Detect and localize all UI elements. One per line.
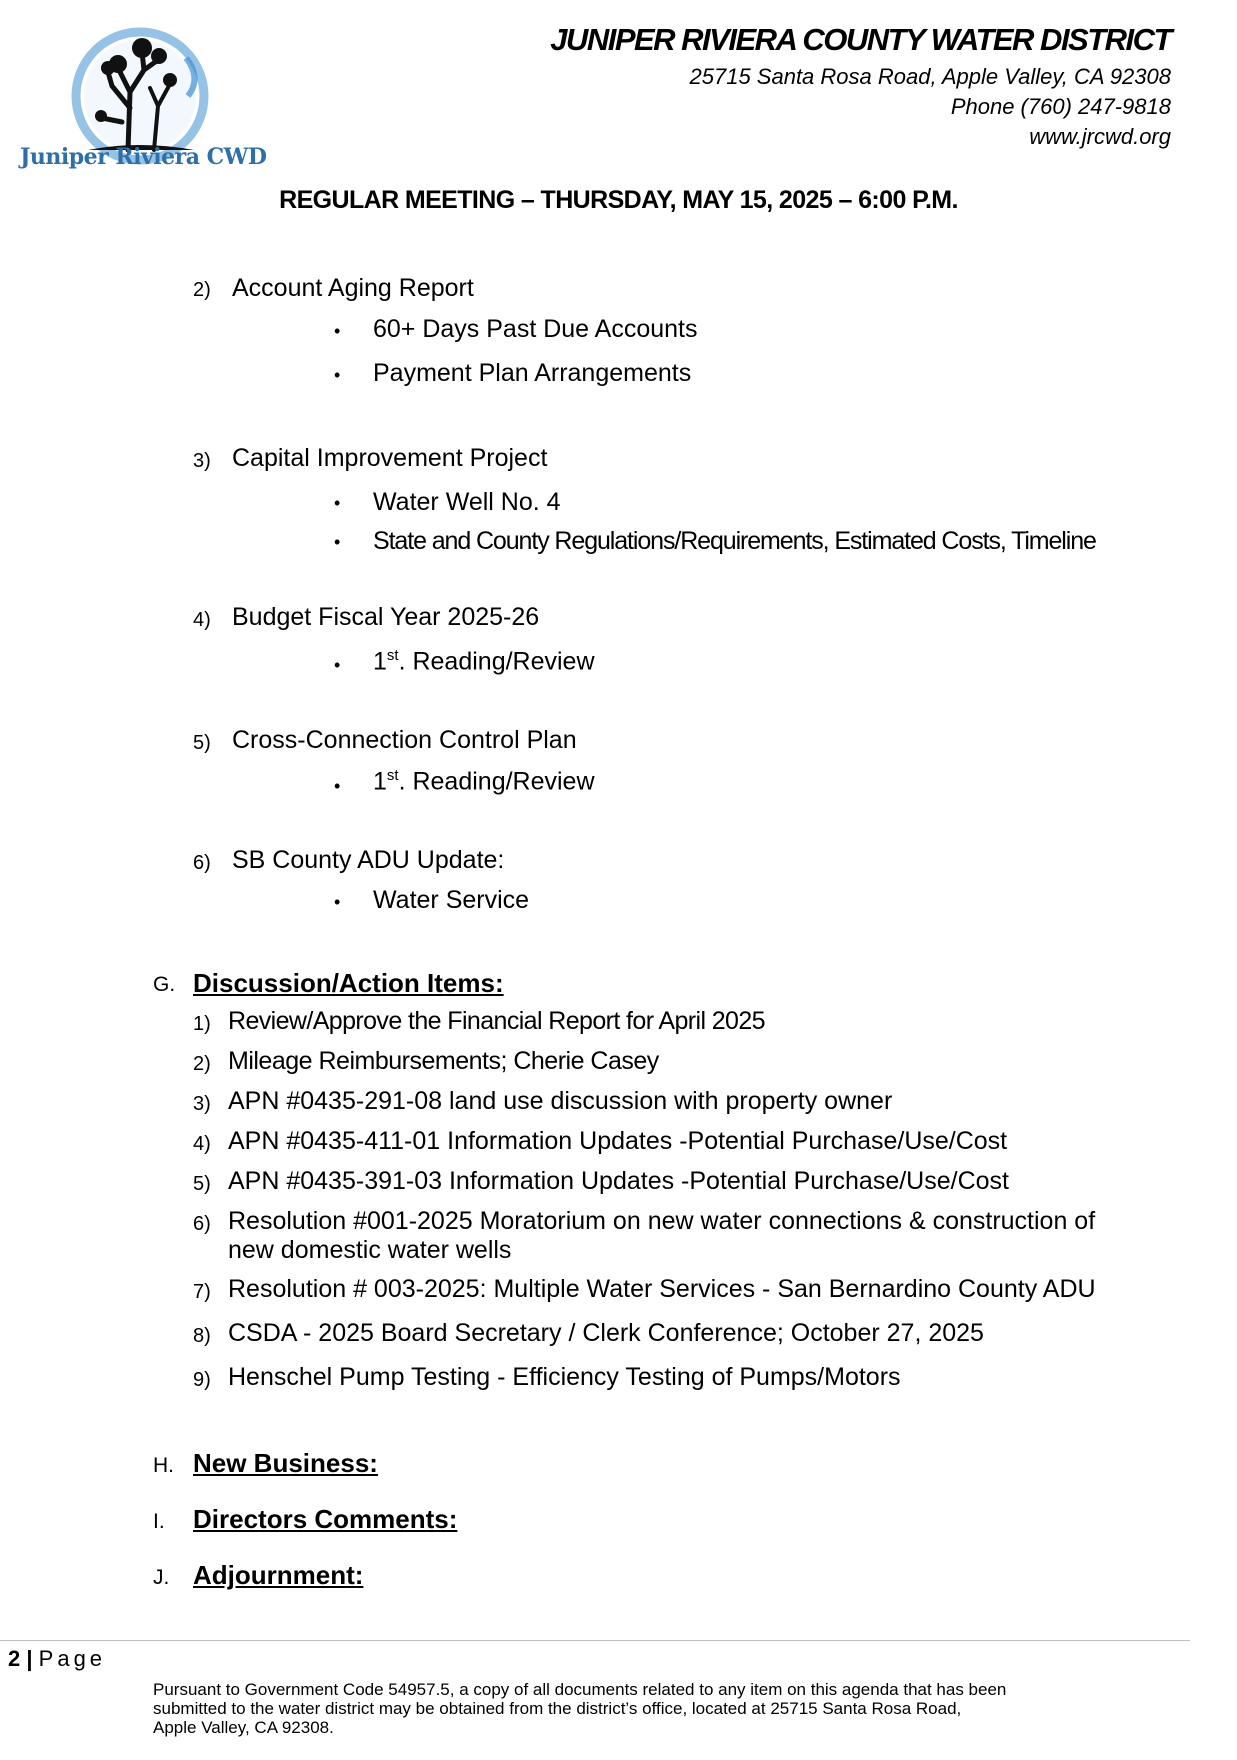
item-number: 8) <box>193 1325 211 1347</box>
discussion-item: APN #0435-291-08 land use discussion with property owner <box>228 1087 893 1115</box>
item-number: 3) <box>193 1093 211 1115</box>
district-name: JUNIPER RIVIERA COUNTY WATER DISTRICT <box>550 22 1171 57</box>
district-logo <box>18 22 280 174</box>
bullet: • <box>334 493 341 513</box>
bullet: • <box>334 532 341 552</box>
item-title: Cross-Connection Control Plan <box>232 726 577 754</box>
footer-disclaimer: Pursuant to Government Code 54957.5, a copy of all documents related to any item on this agenda that has been submitted to the water district may be obtained from the district’s office, located at 25715 Santa Rosa Road, Apple Valley, CA 92308. <box>153 1680 1007 1737</box>
sub-item: State and County Regulations/Requirements, Estimated Costs, Timeline <box>373 527 1096 555</box>
item-number: 2) <box>193 1053 211 1075</box>
item-number: 7) <box>193 1281 211 1303</box>
discussion-item: Resolution #001-2025 Moratorium on new water connections & construction of <box>228 1207 1096 1235</box>
item-number: 4) <box>193 609 211 631</box>
bullet: • <box>334 892 341 912</box>
discussion-item: APN #0435-391-03 Information Updates -Potential Purchase/Use/Cost <box>228 1167 1009 1195</box>
section-title: Discussion/Action Items: <box>193 968 504 998</box>
item-number: 6) <box>193 852 211 874</box>
item-title: Account Aging Report <box>232 274 474 302</box>
bullet: • <box>334 365 341 385</box>
section-adjournment: Adjournment: <box>193 1560 364 1590</box>
section-letter: I. <box>153 1510 165 1533</box>
page-number: 2 | Page <box>8 1646 107 1671</box>
section-letter: G. <box>153 973 176 996</box>
discussion-item: CSDA - 2025 Board Secretary / Clerk Conference; October 27, 2025 <box>228 1319 984 1347</box>
section-directors-comments: Directors Comments: <box>193 1504 458 1534</box>
discussion-item: Review/Approve the Financial Report for April 2025 <box>228 1007 765 1035</box>
discussion-item: Henschel Pump Testing - Efficiency Testing of Pumps/Motors <box>228 1363 901 1391</box>
bullet: • <box>334 776 341 796</box>
item-number: 5) <box>193 1173 211 1195</box>
bullet: • <box>334 321 341 341</box>
sub-item: Water Well No. 4 <box>373 488 561 516</box>
bullet: • <box>334 655 341 675</box>
item-number: 5) <box>193 732 211 754</box>
district-website[interactable]: www.jrcwd.org <box>1029 124 1171 149</box>
sub-item: 60+ Days Past Due Accounts <box>373 315 698 343</box>
discussion-item: Resolution # 003-2025: Multiple Water Services - San Bernardino County ADU <box>228 1275 1096 1303</box>
discussion-item: Mileage Reimbursements; Cherie Casey <box>228 1047 659 1075</box>
sub-item: 1st. Reading/Review <box>373 767 595 796</box>
section-new-business: New Business: <box>193 1448 378 1478</box>
item-number: 1) <box>193 1013 211 1035</box>
item-number: 2) <box>193 279 211 301</box>
item-number: 4) <box>193 1133 211 1155</box>
item-number: 9) <box>193 1369 211 1391</box>
item-number: 6) <box>193 1213 211 1235</box>
district-phone: Phone (760) 247-9818 <box>950 94 1171 119</box>
meeting-title: REGULAR MEETING – THURSDAY, MAY 15, 2025 – 6:00 P.M. <box>279 186 958 214</box>
discussion-item-continued: new domestic water wells <box>228 1236 512 1264</box>
logo-wordmark: Juniper Riviera CWD <box>20 144 267 170</box>
item-title: Budget Fiscal Year 2025-26 <box>232 603 540 631</box>
item-title: Capital Improvement Project <box>232 444 548 472</box>
discussion-item: APN #0435-411-01 Information Updates -Potential Purchase/Use/Cost <box>228 1127 1008 1155</box>
sub-item: 1st. Reading/Review <box>373 647 595 676</box>
item-number: 3) <box>193 450 211 472</box>
sub-item: Payment Plan Arrangements <box>373 359 692 387</box>
section-letter: H. <box>153 1454 174 1477</box>
sub-item: Water Service <box>373 886 530 914</box>
district-address: 25715 Santa Rosa Road, Apple Valley, CA 92308 <box>689 64 1171 89</box>
section-letter: J. <box>153 1566 170 1589</box>
item-title: SB County ADU Update: <box>232 846 505 874</box>
footer-divider <box>0 1640 1190 1641</box>
